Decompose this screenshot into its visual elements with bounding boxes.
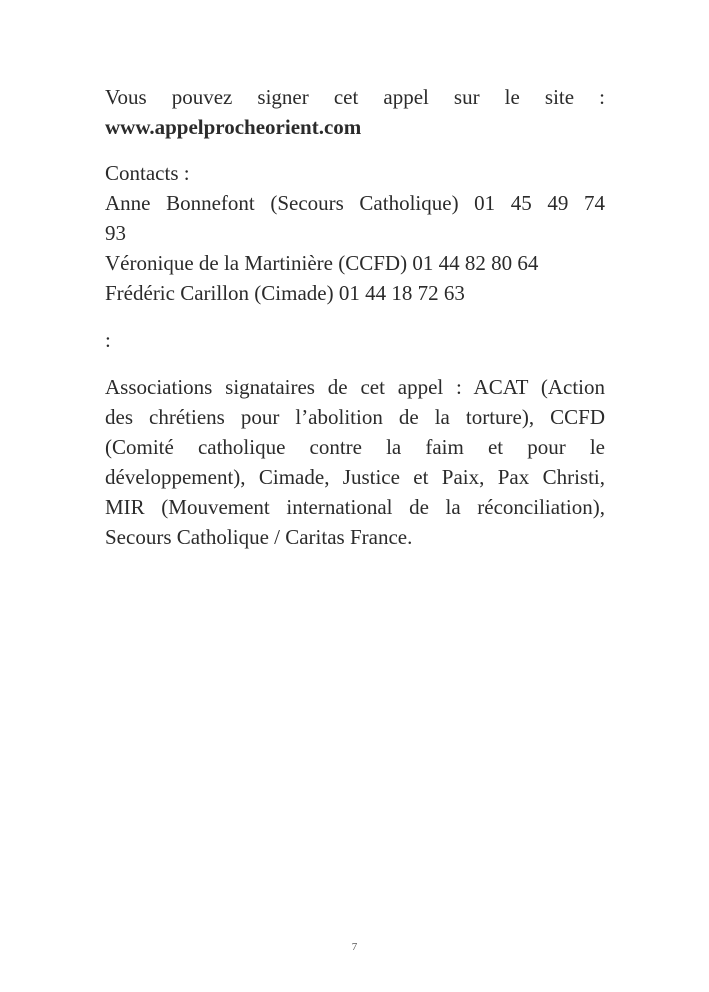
associations-line: des chrétiens pour l’abolition de la torture), CCFD	[105, 405, 605, 429]
associations-line: Associations signataires de cet appel : ACAT (Action	[105, 375, 605, 399]
contact-entry-continuation: 93	[105, 221, 126, 245]
website-url: www.appelprocheorient.com	[105, 115, 362, 139]
contact-entry: Anne Bonnefont (Secours Catholique) 01 45 49 74	[105, 191, 605, 215]
associations-line: MIR (Mouvement international de la réconciliation),	[105, 495, 605, 519]
associations-paragraph	[105, 372, 605, 552]
contacts-heading: Contacts :	[105, 161, 190, 185]
associations-line: (Comité catholique contre la faim et pour le	[105, 435, 605, 459]
associations-line: Secours Catholique / Caritas France.	[105, 525, 413, 549]
contact-entry: Frédéric Carillon (Cimade) 01 44 18 72 63	[105, 281, 465, 305]
page-number: 7	[351, 941, 358, 953]
separator-colon: :	[105, 328, 111, 352]
contact-entry: Véronique de la Martinière (CCFD) 01 44 82 80 64	[105, 251, 539, 275]
contacts-section	[105, 158, 605, 308]
sign-paragraph	[105, 82, 605, 142]
separator-paragraph	[105, 325, 605, 355]
sign-intro-text: Vous pouvez signer cet appel sur le site :	[105, 85, 605, 109]
associations-line: développement), Cimade, Justice et Paix, Pax Christi,	[105, 465, 605, 489]
